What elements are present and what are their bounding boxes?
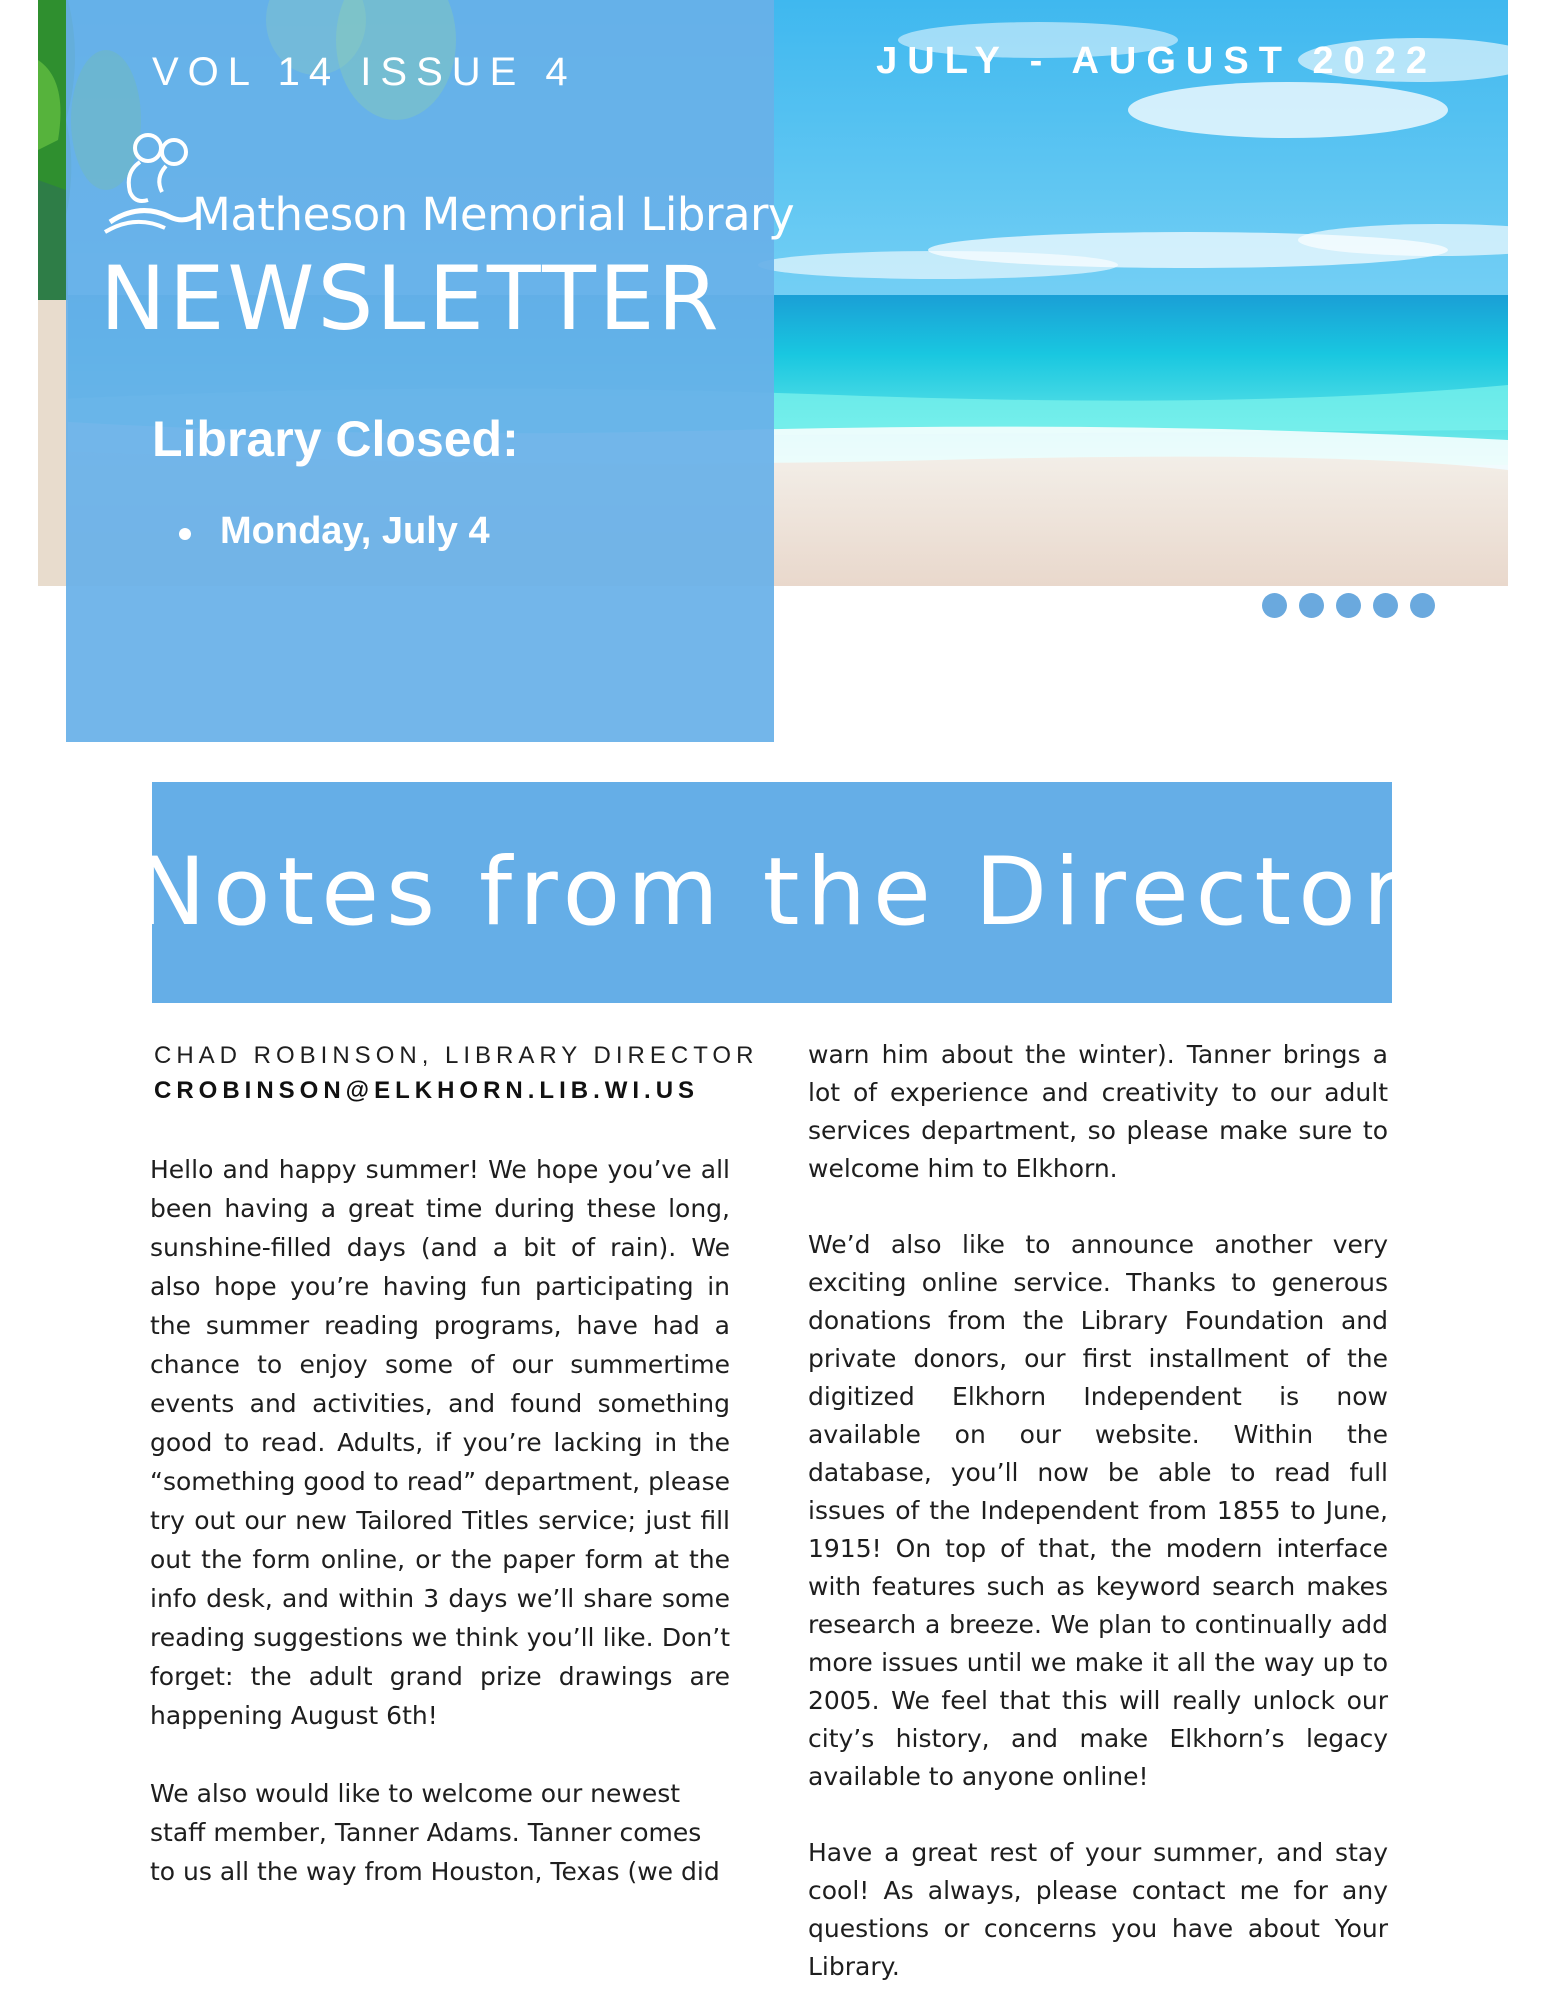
dot-icon: [1373, 593, 1398, 618]
dot-icon: [1336, 593, 1361, 618]
dot-icon: [1262, 593, 1287, 618]
decorative-dots: [1262, 593, 1435, 618]
author-name: CHAD ROBINSON, LIBRARY DIRECTOR: [154, 1042, 759, 1069]
closed-dates-list: [175, 510, 490, 553]
dot-icon: [1299, 593, 1324, 618]
article-paragraph: Hello and happy summer! We hope you’ve all been having a great time during these long, sunshine-filled days (and a bit of rain). We also hope you’re having fun participating in the summer reading programs, have had a chance to enjoy some of our summertime events and activities, and found something good to read. Adults, if you’re lacking in the “something good to read” department, please try out our new Tailored Titles service; just fill out the form online, or the paper form at the info desk, and within 3 days we’ll share some reading suggestions we think you’ll like. Don’t forget: the adult grand prize drawings are happening August 6th!: [150, 1155, 730, 1730]
library-closed-heading: Library Closed:: [152, 411, 519, 467]
dot-icon: [1410, 593, 1435, 618]
section-banner: [135, 782, 1409, 1003]
library-logo-icon: [100, 132, 200, 242]
issue-date-range: JULY - AUGUST 2022: [876, 40, 1437, 82]
closed-date-text: Monday, July 4: [220, 510, 490, 552]
newsletter-title: NEWSLETTER: [100, 247, 722, 350]
article-column-left: [150, 1150, 730, 1891]
volume-issue: VOL 14 ISSUE 4: [152, 50, 577, 94]
closed-date-item: [175, 510, 490, 553]
article-paragraph: warn him about the winter). Tanner brings a lot of experience and creativity to our adult services department, so please make sure to welcome him to Elkhorn.: [808, 1040, 1388, 1183]
article-paragraph: We also would like to welcome our newest staff member, Tanner Adams. Tanner comes to us all the way from Houston, Texas (we did: [150, 1779, 720, 1886]
article-column-right: [808, 1036, 1388, 1986]
header-panel: [66, 0, 774, 742]
article-paragraph: Have a great rest of your summer, and stay cool! As always, please contact me for any questions or concerns you have about Your Library.: [808, 1838, 1388, 1981]
bullet-icon: [179, 528, 191, 540]
library-logo: [100, 132, 795, 247]
author-email[interactable]: CROBINSON@ELKHORN.LIB.WI.US: [154, 1077, 700, 1104]
library-name: Matheson Memorial Library: [192, 188, 795, 241]
section-title: Notes from the Director: [135, 838, 1409, 947]
article-paragraph: We’d also like to announce another very exciting online service. Thanks to generous donations from the Library Foundation and private donors, our first installment of the digitized Elkhorn Independent is now available on our website. Within the database, you’ll now be able to read full issues of the Independent from 1855 to June, 1915! On top of that, the modern interface with features such as keyword search makes research a breeze. We plan to continually add more issues until we make it all the way up to 2005. We feel that this will really unlock our city’s history, and make Elkhorn’s legacy available to anyone online!: [808, 1230, 1388, 1791]
